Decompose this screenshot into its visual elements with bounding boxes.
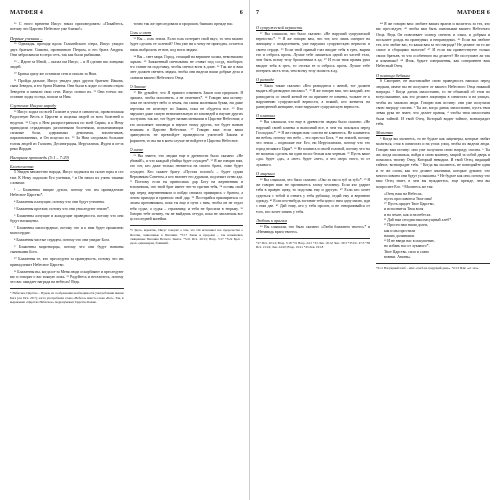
footnote [376, 263, 490, 270]
verse-line: ¹³ И не введи нас в искушение, [384, 239, 435, 244]
paragraph: ⁴ Блаженны плачущие, потому что они будут утешены. [14, 200, 105, 205]
section-heading: О разводе [256, 77, 275, 83]
verse-line: вовеки. Аминь». [384, 255, 412, 260]
paragraph: ¹⁴ Вы – свет мира. Город, стоящий на вершине холма, невозможно скрыть. ¹⁵ Зажженный светильник не ставят под сосуд, наоборот, его ставят на подставку, чтобы светил всем в доме. ¹⁶ Так же и ваш свет должен светить людям, чтобы они видели ваши добрые дела и славили вашего Небесного Отца. [129, 54, 243, 80]
footnote-text: *5 Здесь, вероятно, Иисус говорит о том, что Он исполняет все пророчества о Мессии, записанные в Писании. *5:17 Закон и пророки – так назывались Священные Писания Ветхого Завета. *5:21 Исх. 20:13; Втор. 5:17 *5:22 Брат – здесь: единоверец, ближний. [129, 228, 243, 246]
paragraph: ⁸ Блаженны чистые сердцем, потому что они увидят Бога. [14, 238, 110, 243]
section-heading: О Законе [129, 84, 146, 90]
verse-line: ¹⁰ Пусть придет Твое Царство, [384, 202, 435, 207]
text-columns [256, 22, 490, 492]
section-heading: Соль и свет [129, 30, 152, 36]
text-column-2 [130, 22, 244, 492]
footnote-text: *27 Исх. 20:14; Втор. 5:18 *31 Втор. 24:1 *33 Лев. 19:12; Чис. 30:3 *35 Пс. 47:3 *38 Исх. 21:24; Лев. 24:20; Втор. 19:21 *43 Лев. 19:18 [256, 241, 370, 250]
paragraph: ²⁷ Вы слышали, что было сказано: «Не нарушай супружеской верности»*. ²⁸ Я же говорю вам, что тот, кто лишь смотрит на женщину с вожделением, уже нарушил супружескую верность в своем сердце. ²⁹ Если твой правый глаз вводит тебя в грех, вырви его и отбрось прочь. Лучше тебе лишиться одной из частей тела, чем быть всему телу брошенным в ад. ³⁰ И если твоя правая рука вводит тебя в грех, то отсеки ее и отбрось прочь. Лучше тебе потерять часть тела, чем всему телу попасть в ад. [256, 31, 370, 73]
section-heading: Служение Иисуса народу [10, 103, 57, 109]
section-heading: Первые ученики – [10, 35, 43, 41]
section-heading: О помощи бедным [376, 72, 410, 78]
paragraph: ³¹ Было также сказано: «Кто разводится с женой, тот должен выдать ей разводное письмо»*. ³² Я же говорю вам, что каждый, кто разводится со своей женой не по причине ее измены, толкает ее к нарушению супружеской верности, а всякий, кто женится на разведенной женщине, тоже нарушает супружескую верность. [256, 83, 370, 110]
text-column-1 [256, 22, 370, 492]
footnote [10, 288, 124, 304]
verse-line: и на земле, как и на небесах. [384, 212, 432, 217]
footnote [130, 225, 244, 245]
paragraph: ²¹ Вы знаете, что людям еще в древности было сказано: «Не убивай!», и что каждый убийца будет осужден*. ²² Я же говорю вам, что тот, кто даже только гневается на своего брата, тоже будет осужден. Кто скажет брату: «Пустая голова!» – будет судим Верховным Советом, а кто назовет его дураком, подлежит огню ада. ²³ Поэтому если ты приносишь дар Богу на жертвенник и вспомнишь, что твой брат имеет что-то против тебя, ²⁴ оставь свой дар перед жертвенником и пойди сначала примирись с братом, а потом приходи и приноси свой дар. ²⁵ Постарайся примириться со своим противником, пока ты еще в пути с ним, чтобы он не отдал тебя судье, а судья – стражнику, и тебя не бросили в тюрьму. ²⁶ Говорю тебе истину, ты не выйдешь оттуда, пока не заплатишь все до последней копейки. [129, 153, 243, 222]
paragraph: ³ – Блаженны нищие духом, потому что им принадлежит Небесное Царство*. [10, 187, 124, 198]
section-heading: О клятвах [256, 113, 276, 119]
text-columns [10, 22, 243, 492]
paragraph: ⁹ Блаженны миротворцы, потому что они будут названы сыновьями Бога. [10, 245, 124, 255]
verse-line: ¹¹ Дай нам сегодня наш насущный хлеб*. [384, 217, 453, 222]
paragraph: ¹⁹ – Идите за Мной, – сказал им Иисус, – и Я сделаю вас ловцами людей. [10, 59, 124, 70]
paragraph: ²³ Иисус ходил по всей Галилее и учил в синагогах, провозглашая Радостную Весть о Царстве и исцеляя людей от всех болезней и недугов. ²⁴ Слух о Нем распространился по всей Сирии, и к Нему приводили страдающих различными болезнями, испытывающих сильные боли, одержимых демонами, эпилептиков, парализованных, и Он исцелял их. ²⁵ За Ним следовали большие толпы людей из Галилеи, Десятиградья, Иерусалима, Иудеи и из-за реки Иордан. [10, 109, 124, 152]
page-header [10, 10, 243, 16]
paragraph: ¹³ Вы – соль земли. Если соль потеряет свой вкус, то чем можно будет сделать ее соленой? Она уже ни к чему не пригодна, остается лишь выбросить ее вон, под ноги людям. [129, 37, 243, 52]
paragraph: ¹⁶ С этого времени Иисус начал проповедовать: «Покайтесь, потому что Царство Небесное уже близко!» [10, 22, 124, 32]
page-header [256, 10, 490, 16]
paragraph: ³³ Вы слышали, что еще в древности людям было сказано: «Не нарушай своей клятвы и выполняй все, в чем ты поклялся перед Господом»*. ³⁴ Я же говорю вам: совсем не клянитесь. Не клянитесь ни небом, потому что небо – это престол Бога, ³⁵ ни землей, потому что земля – подножие ног Его, ни Иерусалимом, потому что это город великого Царя*. ³⁶ Не клянись и своей головой, потому что ты не можешь сделать ни один волос белым или черным. ³⁷ Пусть ваше «да» будет «да», а «нет» будет «нет», а что сверх этого, то от лукавого. [256, 120, 370, 167]
verse-line: и исполнится Твоя воля [384, 207, 424, 212]
right-page [250, 0, 500, 500]
running-head: МАТФЕЯ 6 [457, 10, 490, 16]
section-heading: Нагорная проповедь (5:1 – 7:29) [10, 155, 69, 161]
paragraph: ⁷ Блаженны милосердные, потому что и к ним будет проявлено милосердие. [10, 226, 124, 236]
verse-line: но избавь нас от лукавого*. [384, 244, 430, 249]
paragraph: ¹⁸ Однажды, проходя вдоль Галилейского озера, Иисус увидел двух братьев: Симона, прозванного Петром, и его брата Андрея. Они забрасывали в озеро сеть, так как были рыбаками. [10, 42, 124, 57]
section-heading: Блаженства [10, 163, 34, 169]
paragraph: ¹⁷ Не думайте, что Я пришел отменить Закон или пророков. Я пришел, чтобы исполнить, а не отменить*. ¹⁸ Говорю вам истину: пока не исчезнут небо и земля, ни самая маленькая буква, ни даже черточка не исчезнут из Закона, пока не сбудется все. ¹⁹ Кто нарушит даже самую незначительную из заповедей и научит других поступать так же, тот будет назван меньшим в Царстве Небесном; а кто исполняет заповеди и научит этому других, тот будет назван великим в Царстве Небесном. ²⁰ Говорю вам: если ваша праведность не превзойдет праведности учителей Закона и фарисеев, то вы ни в коем случае не войдете в Царство Небесное. [129, 90, 243, 143]
paragraph: ³⁸ Вы слышали, что было сказано: «Око за око и зуб за зуб»*. ³⁹ Я же говорю вам: не противьтесь злому человеку. Если кто ударит тебя в правую щеку, то подставь ему и другую. ⁴⁰ Если кто хочет судиться с тобой и отнять у тебя рубашку, отдай ему и верхнюю одежду. ⁴¹ Если кто-нибудь заставит тебя идти с ним одну милю, иди с ним две. ⁴² Дай тому, кто у тебя просит, и не отворачивайся от того, кто хочет занять у тебя. [256, 177, 370, 214]
section-heading: Молитва [376, 130, 393, 136]
page-number: 7 [256, 10, 260, 16]
paragraph: ⁶ Блаженны алчущие и жаждущие праведности, потому что они будут насыщены. [10, 213, 124, 224]
prayer-verse [376, 192, 490, 261]
paragraph: ²⁰ Братья сразу же оставили сети и пошли за Ним. [14, 72, 97, 77]
paragraph: 6 Смотрите, не выставляйте свою праведность напоказ перед людьми, иначе вы не получите от вашего Небесного Отца никакой награды. ² Когда даешь милостыню, то не объявляй об этом во всеуслышание, как это делают лицемеры в синагогах и на улицах, чтобы их хвалили люди. Говорю вам истину: они уже получили свою награду сполна. ³ Ты же, когда даешь милостыню, пусть твоя левая рука не знает, что делает правая, ⁴ чтобы твоя милостыня была тайной. И твой Отец, Который видит тайное, вознаградит тебя. [376, 79, 490, 126]
paragraph: ¹⁰ Блаженны те, кто преследуем за праведность, потому что им принадлежит Небесное Царство. [10, 257, 124, 267]
verse-line: ¹² Прости нам наши долги, [384, 223, 429, 228]
paragraph: ⁵ Блаженны кроткие, потому что они унаследуют землю*. [14, 206, 110, 211]
section-heading: О супружеской верности [256, 25, 303, 30]
footnote [256, 238, 370, 249]
verse-line: «Отец наш на Небесах, [384, 191, 423, 196]
paragraph: ²¹ Пройдя дальше, Иисус увидел двух других братьев: Иакова, сына Зеведея, и его брата Иоанна. Они были в лодке со своим отцом Зеведеем и чинили свои сети. Иисус позвал их. ²² Они тотчас же, оставив лодку и отца, пошли за Ним. [10, 78, 124, 99]
verse-line: наших должников. [384, 233, 415, 238]
section-heading: О гневе [129, 146, 144, 152]
paragraph: ⁴³ Вы слышали, что было сказано: «Люби ближнего твоего»* и «Ненавидь врага твоего». [256, 224, 370, 234]
paragraph: ¹¹ Блаженны вы, когда из-за Меня люди оскорбляют и преследуют вас и говорят о вас всякую ложь. ¹² Радуйтесь и веселитесь, потому что вас ожидает награда на небесах! Ведь [10, 269, 124, 285]
verse-line: как и мы простили [384, 228, 416, 233]
running-head: МАТФЕЯ 4 [10, 10, 43, 16]
verse-line: пусть прославится Твое имя! [384, 196, 433, 201]
page-number: 6 [239, 10, 243, 16]
section-heading: Любовь к врагам [256, 217, 287, 223]
verse-line: Твое Царство, сила и слава [384, 249, 429, 254]
section-heading: О мщении [256, 170, 275, 176]
footnote-text: *6:11 Насущный хлеб – или: «хлеб на грядущий день». *6:13 Или: «от зла». [376, 266, 480, 271]
footnote-text: * Небесное Царство – Иудеи, из соображения необходимости употребления имени Бога (см. Исх. 20:7), часто употребляли слово «Небеса» вместо слова «Бог». Так, и выражение «Царство Небесное» подразумевает Царство Божие. [10, 291, 124, 304]
text-column-2 [376, 22, 490, 492]
paragraph: ⁵ Когда вы молитесь, то не будьте как лицемеры, которые любят молиться, стоя в синагогах и на углах улиц, чтобы их видели люди. Говорю вам истину: они уже получили свою награду сполна. ⁶ Ты же, когда молишься, войди в свою комнату, закрой за собой дверь и помолись твоему Отцу, Который невидим. И твой Отец, видящий тайное, вознаградит тебя. ⁷ Когда вы молитесь, не повторяйте одни и те же слова, как это делают язычники, которые думают, что многословием они будут услышаны. ⁸ Не будьте как они, потому что ваш Отец знает, в чем вы нуждаетесь, еще прежде, чем вы попросите Его. ⁹ Молитесь же так: [376, 136, 490, 189]
paragraph: 5 Увидев множество народа, Иисус поднялся на склон горы и сел там. К Нему подошли Его ученики, ² и Он начал их учить такими словами: [10, 170, 124, 185]
text-column-1 [10, 22, 124, 492]
paragraph: ⁴⁴ Я же говорю вам: любите ваших врагов и молитесь за тех, кто вас преследует, ⁴⁵ чтобы вам быть сыновьями вашего Небесного Отца. Ведь Он повелевает солнцу светить и злым, и добрым и посылает дождь на праведных и неправедных. ⁴⁶ Если вы любите тех, кто любит вас, то какая вам за это награда? Не делают ли то же самое и сборщики налогов? ⁴⁷ И если вы приветствуете только своих братьев, то что особенного вы делаете? Не поступают ли так и язычники? ⁴⁸ Итак, будьте совершенны, как совершенен ваш Небесный Отец. [376, 22, 490, 69]
paragraph: точно так же преследовали и пророков, бывших прежде вас. [133, 22, 234, 26]
